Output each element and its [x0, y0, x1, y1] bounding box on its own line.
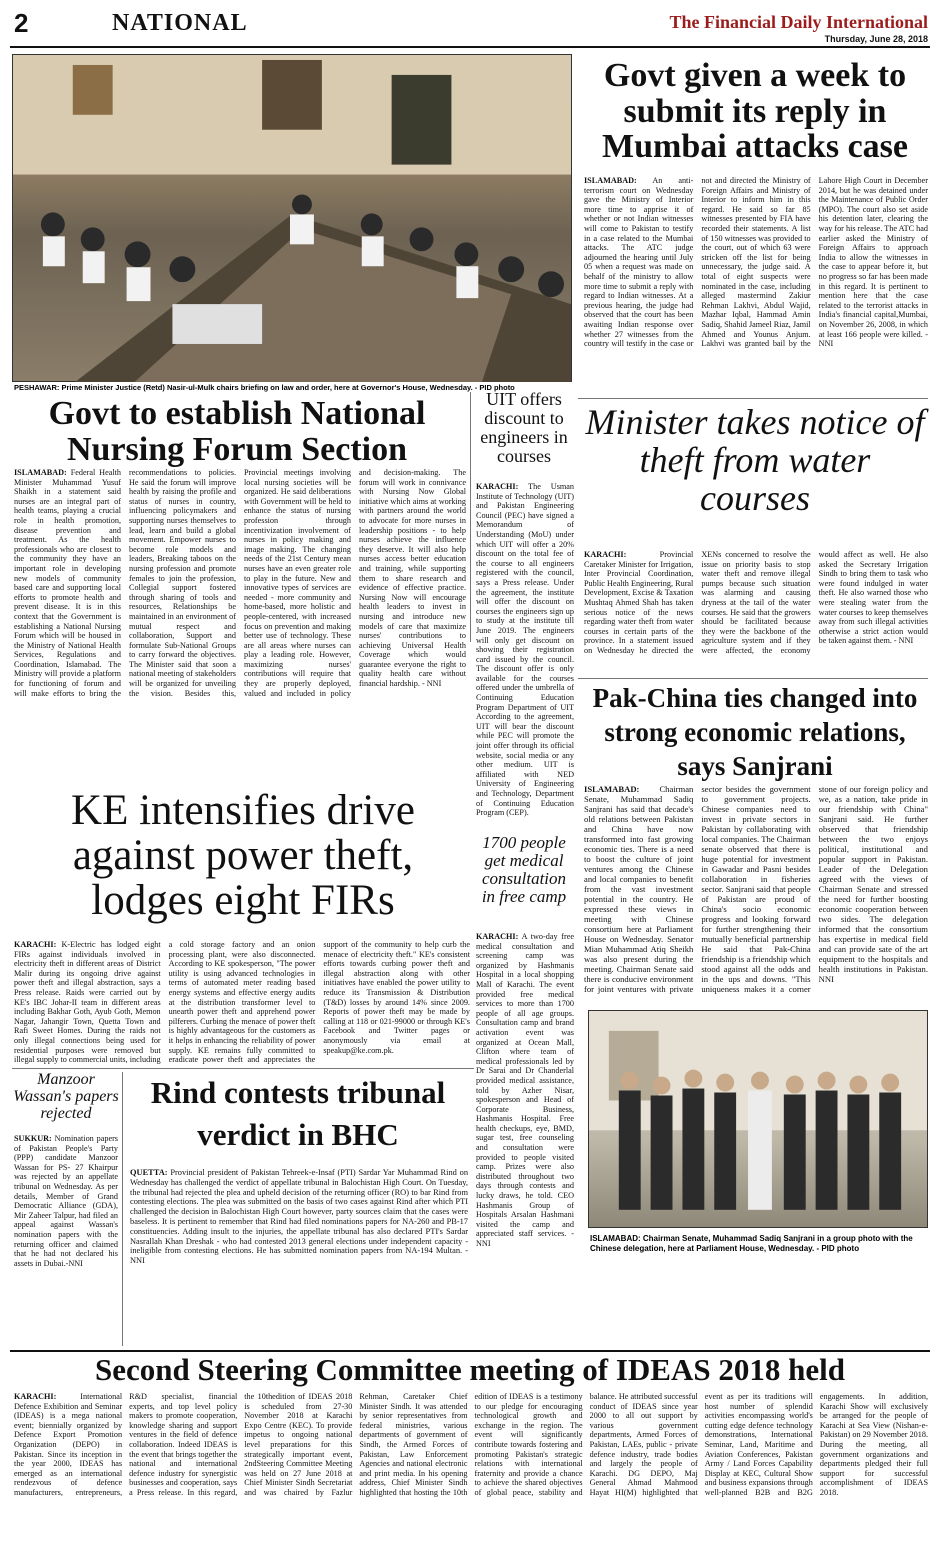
divider [122, 1072, 123, 1346]
article-body: Chairman Senate, Muhammad Sadiq Sanjrani has said that decade's old relations between Pakistan and China have now transformed into fast growing economic ties. There is a need to boost the culture of joint ventures among the Chinese and local companies to benefit from the vast investment potential in the country. He expressed these views in meeting with Chinese consortium here at Parliament House on Wednesday. Senator Mian Muhammad Atiq Sheikh was also present during the meeting. Chairman Senate said there is conducive environment for joint ventures with private sector besides the government to government projects. Chinese companies need to invest in private sectors in Pakistan by collaborating with local companies. The Chairman senate observed that there is huge potential for investment in Gawadar and Pasni besides collaboration in fisheries sector. Sanjrani said that people of Pakistan are proud of China's socio economic progress and looking forward for further strengthening their mutually beneficial partnership He said that Pak-China friendship is a friendship which stood against all the odds and in the ups and downs. "This uniqueness makes it a corner stone of our foreign policy and we, as a nation, take pride in our friendship with China" Sanjrani said. He further observed that friendship between the two enjoys political, institutional and popular support in Pakistan. Leader of the Delegation agreed with the views of Chairman Senate and stressed the need for further boosting economic cooperation between two sides. The delegation informed that the consortium has expertise in medical field and can provide sate of the art equipment to the hospitals and health institutions in Pakistan. NNI [584, 784, 928, 994]
article-body: The Usman Institute of Technology (UIT) and Pakistan Engineering Council (PEC) have signed a Memorandum of Understanding (MoU) under which UIT will offer a 20% discount on the total fee of the course to all engineers registered with the council, says a Press release. Under the agreement, the institute will offer the discount on courses the engineers sign up to study at the institute till June 2019. The engineers will only get discount on showing their registration card issued by the council. The discount offer is only available for the courses offered under the umbrella of Continuing Education Program Department of UIT According to the agreement, UIT will bear the discount while PEC will promote the joint offer through its official website, social media or any other medium. UIT is affiliated with NED University of Engineering and Technology, Department of Continuing Education Program (CEP). [476, 482, 574, 818]
dateline: KARACHI: [476, 932, 519, 941]
article-body: K-Electric has lodged eight FIRs against individuals involved in electricity theft in different areas of District Malir during its ongoing drive against power theft and illegal abstraction, says a Press release. Raids were carried out by KE's IBC Johar-II team in different areas including Bakhar Goth, Ayub Goth, Memon Nagar, Jahangir Town, Quetta Town and Rafi Sweet Homes. During the raids not only illegal connections being used for residential purposes were removed but illegal supply to commercial units, including a cold storage factory and an onion processing plant, were also disconnected. According to KE spokesperson, "The power utility is using advanced technologies in terms of automated meter reading based energy systems and effective energy audits at the distribution transformer level to unearth power theft and apprehend power pilferers. Curbing the menace of power theft is highly advantageous for the customers as it helps in enhancing the reliability of power supply. KE remains fully committed to eradicate power theft and appreciates the support of the community to help curb the menace of electricity theft." KE's consistent efforts towards curbing power theft and illegal abstraction along with other initiatives have enabled the power utility to reduce its Transmission & Distribution (T&D) losses by around 14% since 2009. Reports of power theft may be made by calling at 118 or 021-99000 or through KE's Facebook and Twitter pages or anonymously via email at speakup@ke.com.pk. [14, 940, 470, 1065]
article-manzoor [14, 1134, 118, 1346]
headline-water-theft: Minister takes notice of theft from water courses [585, 402, 925, 518]
article-mumbai [584, 176, 928, 394]
article-body: Provincial president of Pakistan Tehreek-e-Insaf (PTI) Sardar Yar Muhammad Rind on Wednesday has challenged the verdict of appellate tribunal in Balochistan High Court. On Tuesday, the tribunal had rejected the plea and upheld decision of the returning officer (RO) to bar Rind from contesting elections. The plea was submitted on the basis of two cases against Rind after which PTI challenged the decision in Balochistan High Court however, party sources claim that the cases were baseless. It is pertinent to remember that Rind had filed nominations papers for NA-260 and PB-17 constituencies. Adding insult to the injuries, the appellate tribunal has also declared PTI's Sardar Nasrallah Khan Dreshak - who had contested 2013 general elections under independent capacity -ineligible from contesting elections. He has submitted nomination papers from NA-194 Multan. - NNI [130, 1168, 468, 1266]
divider [470, 392, 471, 642]
dateline: ISLAMABAD: [584, 784, 640, 794]
headline-mumbai: Govt given a week to submit its reply in Mumbai attacks case [602, 57, 908, 166]
dateline: KARACHI: [584, 550, 627, 559]
headline-medical: 1700 people get medical consultation in free camp [481, 833, 567, 906]
issue-date: Thursday, June 28, 2018 [824, 34, 928, 44]
article-uit [476, 482, 574, 830]
headline-nursing: Govt to establish National Nursing Forum Section [48, 395, 426, 468]
headline-rind: Rind contests tribunal verdict in BHC [150, 1075, 446, 1152]
photo-caption-sanjrani: ISLAMABAD: Chairman Senate, Muhammad Sadiq Sanjrani in a group photo with the Chinese delegation, here at Parliament House, Wednesday. - PID photo [590, 1234, 913, 1253]
article-body: International Defence Exhibition and Seminar (IDEAS) is a mega national event; biennially organized by Defence Export Promotion Organization (DEPO) in Pakistan. Since its inception in the year 2000, IDEAS has emerged as an international rendezvous of defence manufacturers, entrepreneurs, R&D specialist, financial experts, and top level policy makers to promote cooperation, knowledge sharing and support ventures in the field of defence collaboration. Indeed IDEAS is the event that brings together the national and international defence industry for synergistic businesses and cooperation, says a Press release. In this regard, the 10thedition of IDEAS 2018 is scheduled from 27-30 November 2018 at Karachi Expo Centre (KEC). To provide impetus to ongoing national level preparations for this strategically important event, 2ndSteering Committee Meeting was held on 27 June 2018 at Chief Minister Sindh Secretariat and was chaired by Fazlur Rehman, Caretaker Chief Minister Sindh. It was attended by senior representatives from federal ministries, various departments of government of Sindh, the Armed Forces of Pakistan, Law Enforcement Agencies and national electronic and print media. In his opening address, Chief Minister Sindh highlighted that hosting the 10th edition of IDEAS is a testimony to our pledge for encouraging technological growth and exchange in the region. The event will significantly contribute towards fostering and promoting Pakistan's strategic relations with international fraternity and provide a chance to achieve the shared objectives of global peace, stability and balance. He attributed successful conduct of IDEAS since year 2000 to all out support by various government departments, Armed Forces of Pakistan, LAEs, public - private defence industry, trade bodies and largely the people of Karachi. DG DEPO, Maj General Ahmad Mahmood Hayat HI(M) highlighted that event as per its traditions will host number of splendid activities encompassing world's cutting edge defence technology demonstrations, International Seminar, Land, Maritime and Aviation Conferences, Pakistan Army / Land Forces Capability Display at KEC, Cultural Show and business expansions through well-planned B2B and B2G engagements. In addition, Karachi Show will exclusively be arranged for the people of Karachi at Sea View (Nishan-e-Pakistan) on 29 November 2018. During the meeting, all government organizations and departments pledged their full support for successful accomplishment of IDEAS 2018. [14, 1392, 928, 1497]
article-body: An anti-terrorism court on Wednesday gave the Ministry of Interior more time to apprise it of whether or not Indian witnesses will come to Pakistan to testify in a case related to the Mumbai attacks. The ATC judge adjourned the hearing until July 05 when a request was made on behalf of the ministry to allow more time to submit a reply with regard to Indian witnesses. At a previous hearing, the judge had observed that the court has been awaiting Indian response over whether 27 witnesses from the country will testify in the case or not and directed the Ministry of Foreign Affairs and Ministry of Interior to inform him in this regard. He said so far 85 witnesses presented by FIA have recorded their statements. A list of 150 witnesses was provided to the court, out of which 63 were stricken off the list for being unnecessary, the judge said. A total of eight suspects were nominated in the case, including alleged mastermind Zakiur Rehman Lakhvi, Abdul Wajid, Mazhar Iqbal, Hammad Amin Sadiq, Shahid Jameel Riaz, Jamil Ahmed and Younus Anjum. Lakhvi was granted bail by the Lahore High Court in December 2014, but he was detained under the Maintenance of Public Order (MPO). The court also set aside his detention later, clearing the way for his release. The ATC had earlier asked the Ministry of Foreign Affairs to approach India to allow the witnesses in the case to appear before it, but no progress so far has been made in this regard. It is pertinent to mention here that the case related to the terrorist attacks in India's financial capital,Mumbai, on November 26, 2008, in which at least 166 people were killed. - NNI [584, 176, 928, 349]
photo-peshawar-briefing [12, 54, 572, 382]
headline-manzoor: Manzoor Wassan's papers rejected [13, 1071, 119, 1122]
dateline: QUETTA: [130, 1168, 168, 1177]
headline-ke: KE intensifies drive against power theft, lodges eight FIRs [71, 787, 415, 925]
dateline: SUKKUR: [14, 1134, 52, 1143]
dateline: KARACHI: [14, 940, 57, 949]
group-photo-illustration [589, 1011, 927, 1228]
dateline: KARACHI: [14, 1392, 57, 1401]
divider [578, 398, 928, 399]
divider [12, 1068, 474, 1069]
article-ke [14, 940, 470, 1066]
article-water-theft [584, 550, 928, 675]
article-pak-china [584, 784, 928, 999]
dateline: ISLAMABAD: [584, 176, 637, 185]
article-body: A two-day free medical consultation and screening camp was organized by Hashmanis Hospital in a local shopping Mall of Karachi. The event provided free medical services to more than 1700 people of all age groups. Consultation camp and brand activation event was organized at Ocean Mall, Clifton where team of medical professionals led by Dr Sarai and Dr Chanderlal provided medical assistance, told by Azher Nisar, spokesperson and Head of Corporate Business, Hashmanis Hospital. Free health checkups, eye, BMD, sugar test, free counseling and consultation were provided to people visited camp. Prizes were also distributed throughout two days through contests and lucky draws, he told. CEO Hashmanis Group of Hospitals Arsalan Hashmani visited the camp and appreciated staff services. - NNI [476, 932, 574, 1248]
dateline: ISLAMABAD: [14, 468, 67, 477]
article-medical [476, 932, 574, 1344]
briefing-photo-illustration [13, 55, 571, 382]
dateline: KARACHI: [476, 482, 519, 491]
article-nursing [14, 468, 466, 778]
photo-sanjrani-delegation [588, 1010, 928, 1228]
article-body: Nomination papers of Pakistan People's Party (PPP) candidate Manzoor Wassan for PS- 27 Khairpur was rejected by an appellate tribunal on Wednesday. As per details, Member of Grand Democratic Alliance (GDA), Mir Zaheer Talpur, had filed an appeal against Wassan's nomination papers with the returning officer and claimed that he had not declared his assets in Dubai.-NNI [14, 1134, 118, 1268]
headline-uit: UIT offers discount to engineers in courses [480, 389, 568, 466]
article-body: Provincial Caretaker Minister for Irrigation, Inter Provincial Coordination, Public Health Engineering, Rural Development, Excise & Taxation Mushtaq Ahmed Shah has taken serious notice of the news regarding water theft from water courses in certain parts of the province. In a statement issued on Wednesday he directed the XENs concerned to resolve the issue on priority basis to stop water theft and remove illegal pumps because such situation was alarming and causing dryness at the tail of the water courses. He said that the growers should be facilitated because they were the backbone of the agriculture system and if they were affected, the economy would affect as well. He also asked the Secretary Irrigation Sindh to bring them to task who were found indulged in water theft. He also warned those who were stealing water from the water courses to keep themselves away from such illegal activities otherwise a strict action would be taken against them. - NNI [584, 550, 928, 655]
headline-pak-china: Pak-China ties changed into strong economic relations, says Sanjrani [592, 683, 918, 781]
photo-caption-peshawar: PESHAWAR: Prime Minister Justice (Retd) Nasir-ul-Mulk chairs briefing on law and order, here at Governor's House, Wednesday. - PID photo [14, 383, 515, 392]
divider [578, 678, 928, 679]
header-rule [10, 46, 930, 48]
masthead: The Financial Daily International [669, 12, 928, 32]
article-ideas [14, 1392, 928, 1546]
article-body: Federal Health Minister Muhammad Yusuf Shaikh in a statement said nurses are an integral part of health teams, playing a crucial role in health promotion, disease prevention and treatment. As the health professionals who are closest to the community they have an important role in developing new models of community based care and supporting local efforts to promote health and prevent disease. It is in this context that the Government is establishing a National Nursing Forum which will be housed in the Ministry of National Health Services, Regulations and Coordination, Islamabad. The Ministry will provide a platform for functioning of forum and will make efforts to bring the recommendations to policies. He said the forum will improve health by raising the profile and status of nurses in country, influencing policymakers and supporting nurses themselves to lead, learn and build a global movement. Empower nurses to become role models and leaders, Breaking taboos on the nursing profession and promote females to join the profession, Collegial support fostered through sharing of tools and resources, Relationships be maintained in an environment of mutual respect and collaboration, Support and formulate Sub-National Groups to carry forward the objectives. The Minister said that soon a national meeting of stakeholders will be organized for unveiling the vision. Besides this, Provincial meetings involving local nursing societies will be organized. He said deliberations with Government will be held to enhance the status of nursing profession through incentivization involvement of nurses in policy making and image making. The changing needs of the 21st Century mean nurses have an even greater role to play in the future. New and innovative types of services are needed - more community and home-based, more holistic and people-centered, with increased focus on prevention and making better use of technology. These are all areas where nurses can play a leading role. However, maximizing nurses' contributions will require that they are properly deployed, valued and included in policy and decision-making. The forum will work in connivance with Nursing Now Global initiative which aims at working with partners around the world to advocate for more nurses in leadership positions - to help nurses achieve the influence they deserve. It will also help nurses access better education and training, while supporting them to share research and evidence of effective practice. Nursing Now will encourage health leaders to invest in nursing and introduce new models of care that maximize nurses' contributions to achieving Universal Health Coverage which would guarantee everyone the right to quality health care without financial hardship. - NNI [14, 468, 466, 698]
headline-ideas: Second Steering Committee meeting of IDEAS 2018 held [95, 1352, 845, 1387]
article-rind [130, 1168, 468, 1346]
page-number: 2 [14, 8, 29, 38]
section-title: NATIONAL [112, 10, 248, 36]
